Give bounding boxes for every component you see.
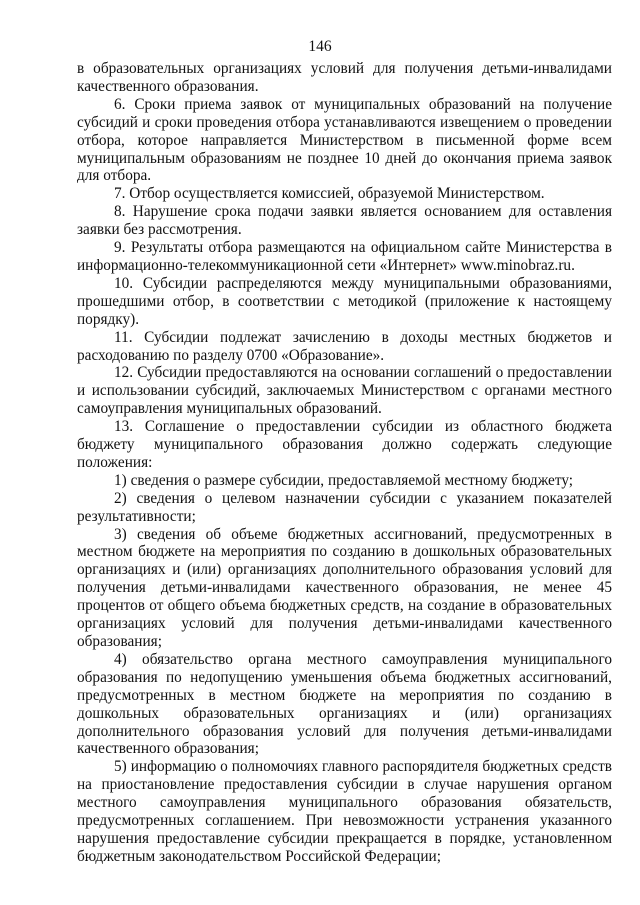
paragraph-item-12: 12. Субсидии предоставляются на основании соглашений о предоставлении и использовании субсидий, заключаемых Министерством с органами местного самоуправления муниципальных образований. — [77, 364, 612, 418]
subitem-5: 5) информацию о полномочиях главного распорядителя бюджетных средств на приостановление предоставления субсидии в случае нарушения органом местного самоуправления муниципального образования обязательств, предусмотренных соглашением. При невозможности устранения указанного нарушения предоставление субсидии прекращается в порядке, установленном бюджетным законодательством Российской Федерации; — [77, 758, 612, 865]
subitem-3: 3) сведения об объеме бюджетных ассигнований, предусмотренных в местном бюджете на мероприятия по созданию в дошкольных образовательных организациях и (или) организациях дополнительного образования условий для получения детьми-инвалидами качественного образования, не менее 45 процентов от общего объема бюджетных средств, на создание в образовательных организациях условий для получения детьми-инвалидами качественного образования; — [77, 525, 612, 650]
paragraph-item-7: 7. Отбор осуществляется комиссией, образуемой Министерством. — [114, 185, 545, 203]
paragraph-item-8: 8. Нарушение срока подачи заявки является основанием для оставления заявки без рассмотрения. — [77, 203, 612, 239]
paragraph-item-9: 9. Результаты отбора размещаются на официальном сайте Министерства в информационно-телекоммуникационной сети «Интернет» www.minobraz.ru. — [77, 239, 612, 274]
paragraph-item-6: 6. Сроки приема заявок от муниципальных образований на получение субсидий и сроки проведения отбора устанавливаются извещением о проведении отбора, которое направляется Министерством в письменной форме всем муниципальным образованиям не позднее 10 дней до окончания приема заявок для отбора. — [77, 95, 612, 185]
paragraph-item-10: 10. Субсидии распределяются между муниципальными образованиями, прошедшими отбор, в соответствии с методикой (приложение к настоящему порядку). — [77, 274, 612, 328]
document-body — [77, 60, 612, 866]
subitem-2: 2) сведения о целевом назначении субсидии с указанием показателей результативности; — [77, 489, 612, 525]
paragraph-continuation: в образовательных организациях условий для получения детьми-инвалидами качественного образования. — [77, 60, 612, 95]
subitem-1: 1) сведения о размере субсидии, предоставляемой местному бюджету; — [114, 471, 574, 489]
paragraph-item-13: 13. Соглашение о предоставлении субсидии из областного бюджета бюджету муниципального образования должно содержать следующие положения: — [77, 418, 612, 471]
page-number: 146 — [308, 38, 332, 55]
subitem-4: 4) обязательство органа местного самоуправления муниципального образования по недопущению уменьшения объема бюджетных ассигнований, предусмотренных в местном бюджете на мероприятия по созданию в дошкольных образовательных организациях и (или) организациях дополнительного образования условий для получения детьми-инвалидами качественного образования; — [77, 650, 612, 758]
paragraph-item-11: 11. Субсидии подлежат зачислению в доходы местных бюджетов и расходованию по разделу 0700 «Образование». — [77, 328, 612, 364]
